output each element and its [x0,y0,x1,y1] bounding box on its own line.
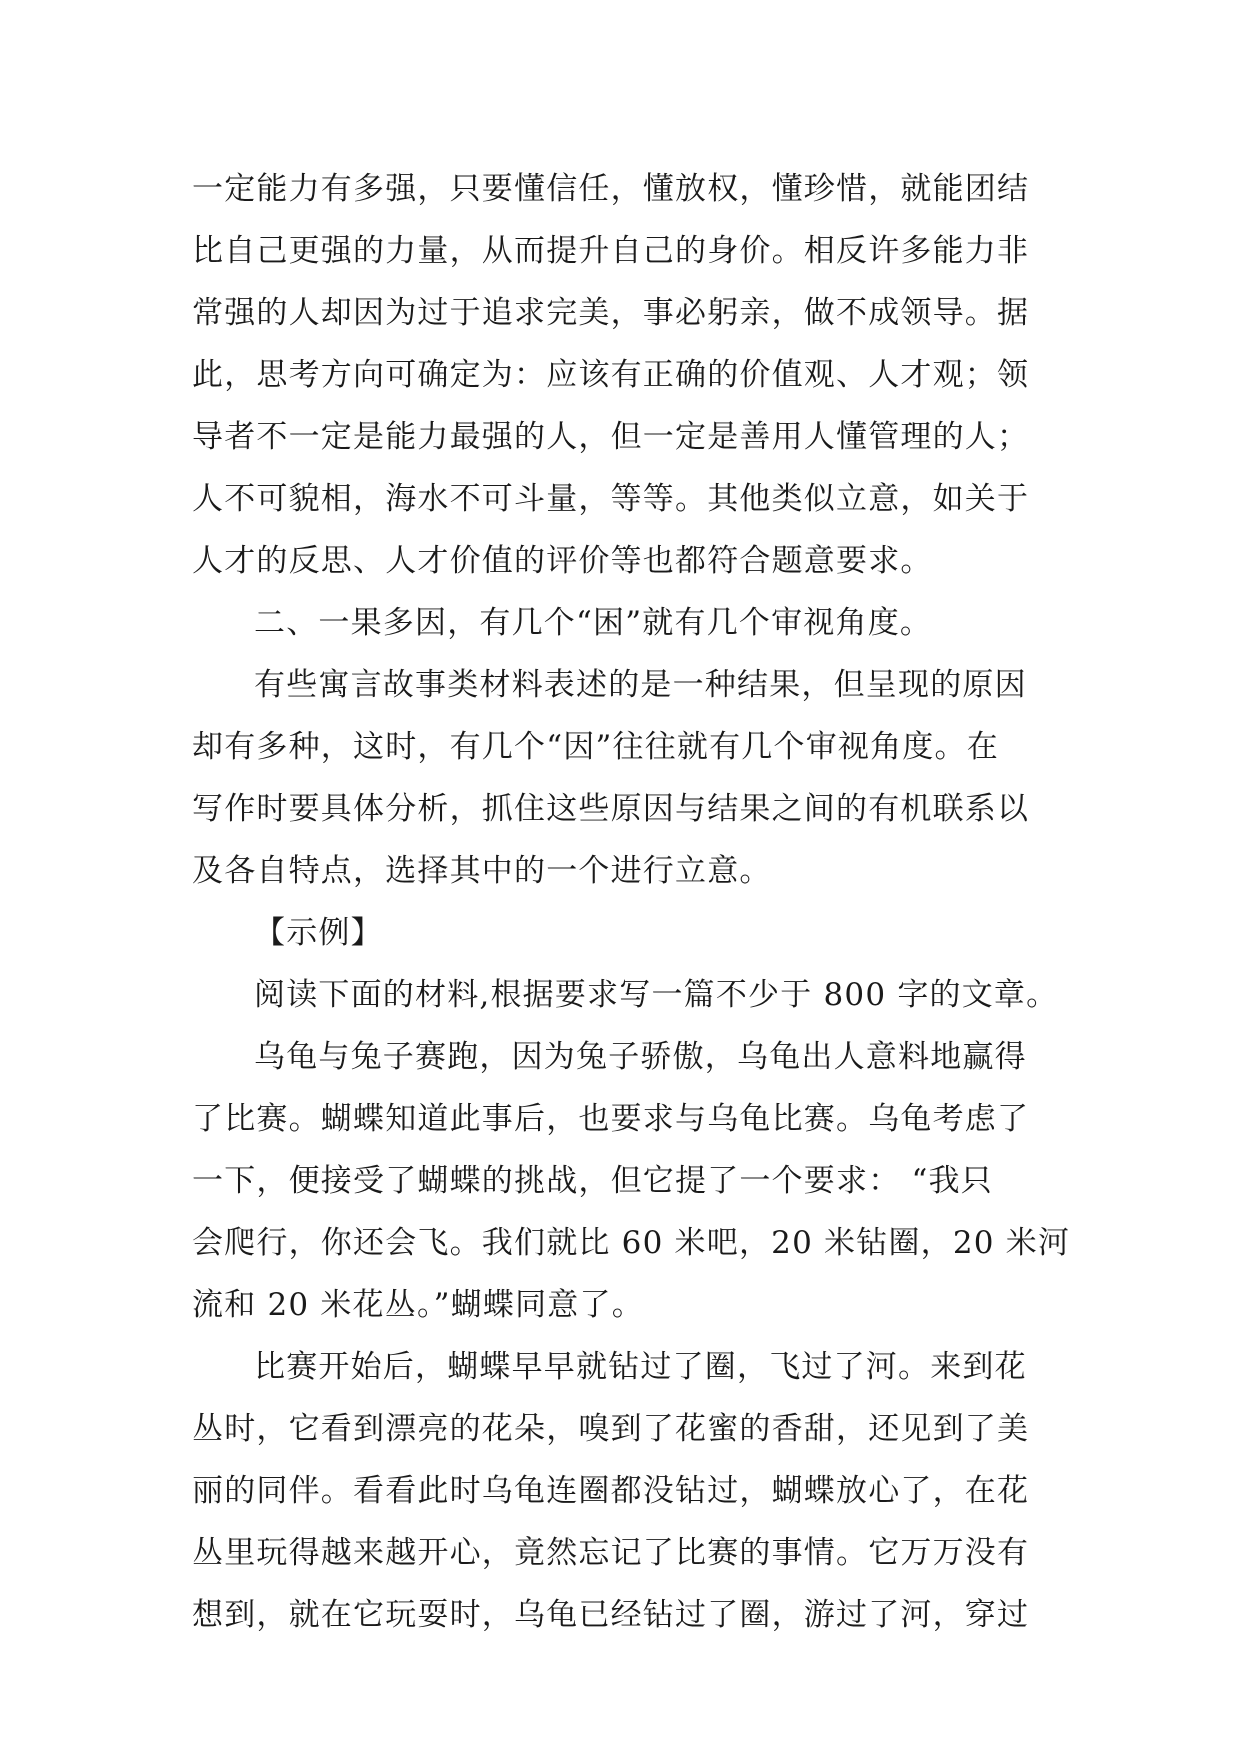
prompt-instruction: 阅读下面的材料,根据要求写一篇不少于 800 字的文章。 [254,977,1059,1013]
text-line: 此，思考方向可确定为：应该有正确的价值观、人才观；领 [192,357,1030,393]
text-line: 丛里玩得越来越开心，竟然忘记了比赛的事情。它万万没有 [192,1535,1030,1571]
text-line: 乌龟与兔子赛跑，因为兔子骄傲，乌龟出人意料地赢得 [254,1039,1027,1075]
text-line: 人不可貌相，海水不可斗量，等等。其他类似立意，如关于 [192,481,1030,517]
text-line: 有些寓言故事类材料表述的是一种结果，但呈现的原因 [254,667,1027,703]
text-line: 想到，就在它玩耍时，乌龟已经钻过了圈，游过了河，穿过 [192,1597,1030,1633]
text-line: 及各自特点，选择其中的一个进行立意。 [192,853,772,889]
text-line: 流和 20 米花丛。”蝴蝶同意了。 [192,1287,644,1323]
example-label: 【示例】 [254,915,383,951]
text-line: 比自己更强的力量，从而提升自己的身价。相反许多能力非 [192,233,1030,269]
document-page [192,158,1071,1646]
section-heading: 二、一果多因，有几个“困”就有几个审视角度。 [254,605,933,641]
text-line: 导者不一定是能力最强的人，但一定是善用人懂管理的人； [192,419,1030,455]
text-line: 常强的人却因为过于追求完美，事必躬亲，做不成领导。据 [192,295,1030,331]
text-line: 了比赛。蝴蝶知道此事后，也要求与乌龟比赛。乌龟考虑了 [192,1101,1030,1137]
text-line: 会爬行，你还会飞。我们就比 60 米吧，20 米钻圈，20 米河 [192,1225,1071,1261]
text-line: 丛时，它看到漂亮的花朵，嗅到了花蜜的香甜，还见到了美 [192,1411,1030,1447]
text-line: 一下，便接受了蝴蝶的挑战，但它提了一个要求： “我只 [192,1163,993,1199]
text-line: 丽的同伴。看看此时乌龟连圈都没钻过，蝴蝶放心了，在花 [192,1473,1030,1509]
text-line: 一定能力有多强，只要懂信任，懂放权，懂珍惜，就能团结 [192,171,1030,207]
text-line: 却有多种，这时，有几个“因”往往就有几个审视角度。在 [192,729,999,765]
text-line: 人才的反思、人才价值的评价等也都符合题意要求。 [192,543,933,579]
text-line: 写作时要具体分析，抓住这些原因与结果之间的有机联系以 [192,791,1030,827]
text-line: 比赛开始后，蝴蝶早早就钻过了圈，飞过了河。来到花 [254,1349,1027,1385]
